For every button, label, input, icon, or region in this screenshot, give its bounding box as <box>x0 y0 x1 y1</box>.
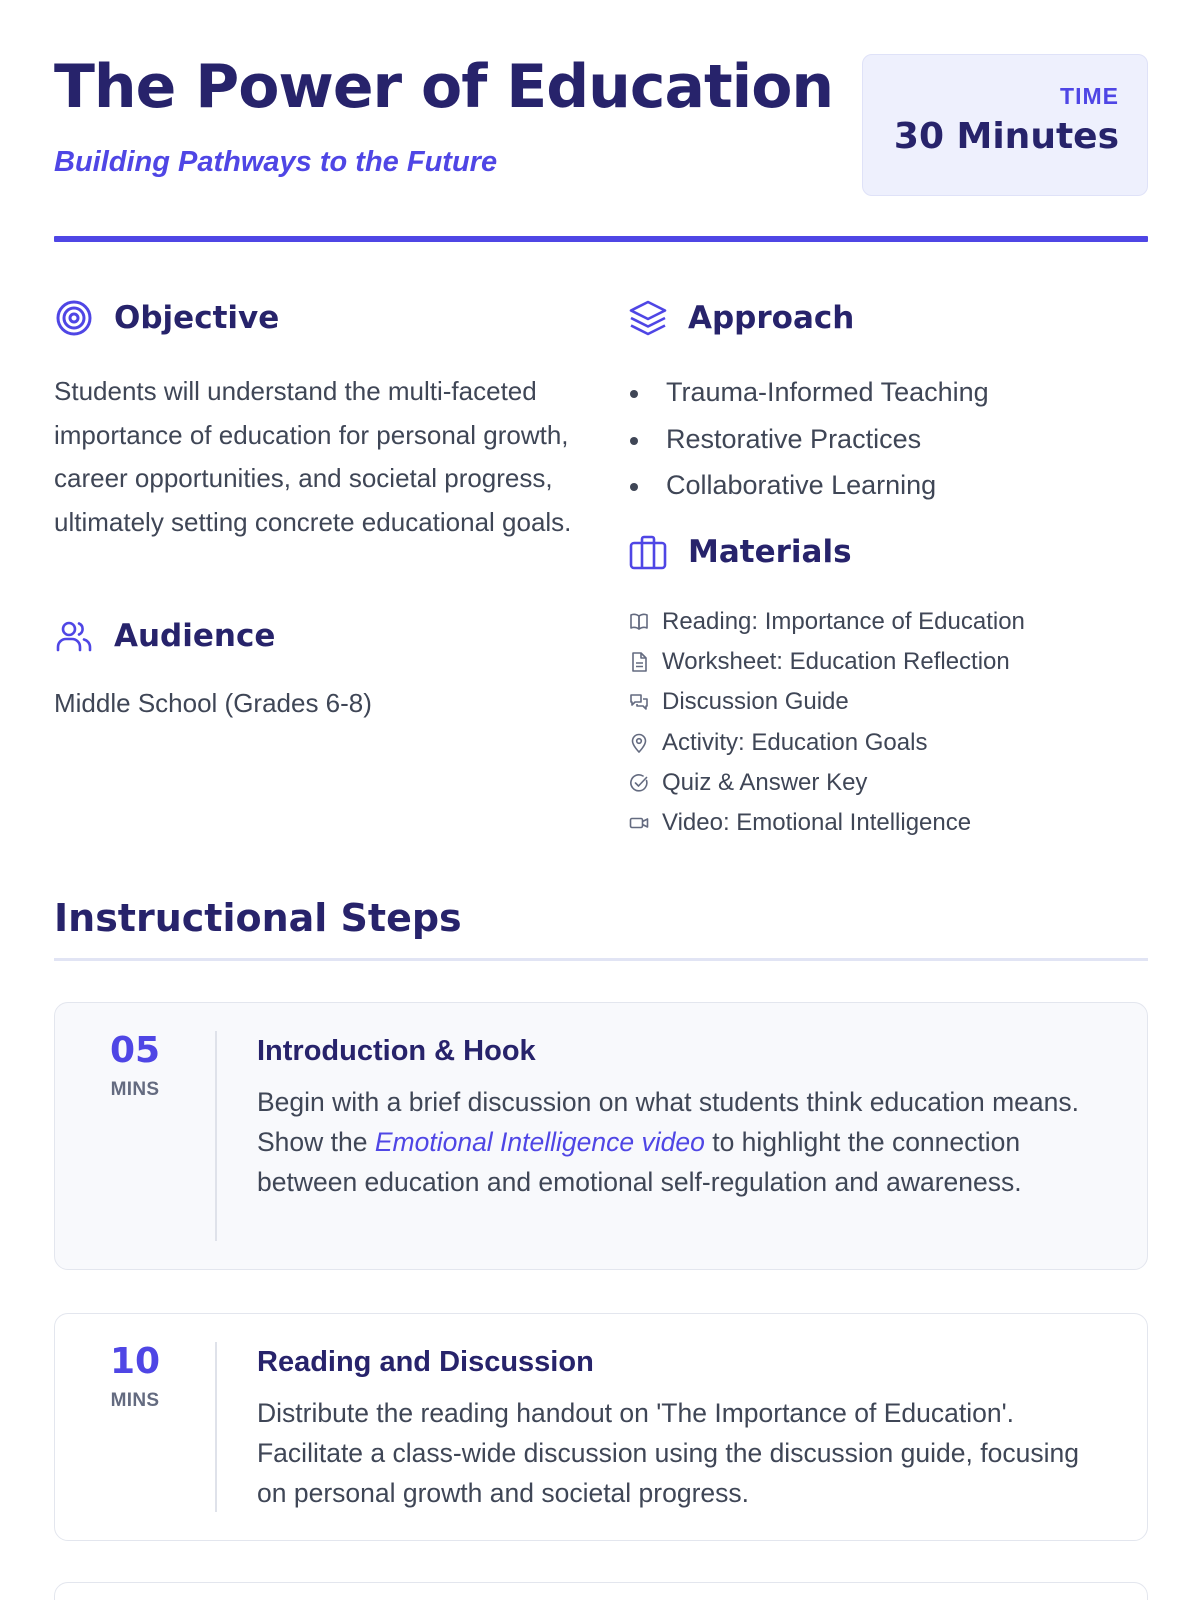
target-icon <box>54 298 94 338</box>
step-title: Introduction & Hook <box>257 1035 536 1067</box>
time-label: TIME <box>1060 83 1119 109</box>
step-text <box>257 1082 1087 1202</box>
time-value: 30 Minutes <box>893 116 1119 157</box>
time-box <box>862 54 1148 196</box>
chat-icon <box>628 691 650 713</box>
material-label: Activity: Education Goals <box>662 728 928 756</box>
step-card <box>54 1002 1148 1270</box>
users-icon <box>54 616 94 656</box>
steps-heading: Instructional Steps <box>54 896 462 940</box>
audience-text: Middle School (Grades 6-8) <box>54 688 372 718</box>
material-item[interactable] <box>628 642 1025 682</box>
location-pin-icon <box>628 732 650 754</box>
duration-number: 05 <box>109 1030 161 1071</box>
video-link[interactable]: Emotional Intelligence video <box>374 1127 705 1157</box>
duration-unit: MINS <box>110 1390 160 1411</box>
approach-heading <box>628 298 854 338</box>
material-item[interactable] <box>628 682 1025 722</box>
document-icon <box>628 651 650 673</box>
step-content <box>257 1033 1087 1202</box>
material-label: Worksheet: Education Reflection <box>662 648 1010 676</box>
materials-list <box>628 602 1025 843</box>
material-item[interactable] <box>628 763 1025 803</box>
step-text-part: to highlight the connection between education and emotional self-regulation and awareness. <box>257 1127 1022 1197</box>
objective-title: Objective <box>114 300 280 336</box>
list-item: Trauma-Informed Teaching <box>628 369 989 416</box>
step-duration <box>55 1029 215 1101</box>
step-title: Reading and Discussion <box>257 1346 594 1378</box>
audience-title: Audience <box>114 618 276 654</box>
layers-icon <box>628 298 668 338</box>
header <box>54 0 1148 240</box>
step-divider <box>215 1342 217 1512</box>
material-label: Discussion Guide <box>662 688 849 716</box>
duration-unit: MINS <box>110 1079 160 1100</box>
check-circle-icon <box>628 772 650 794</box>
materials-heading <box>628 532 852 572</box>
approach-title: Approach <box>688 300 855 336</box>
duration-number: 10 <box>109 1341 161 1382</box>
page-subtitle: Building Pathways to the Future <box>54 146 498 178</box>
step-content <box>257 1344 1087 1513</box>
material-label: Video: Emotional Intelligence <box>662 809 972 837</box>
step-divider <box>215 1031 217 1241</box>
step-card-partial <box>54 1582 1148 1600</box>
header-divider <box>54 236 1148 242</box>
material-label: Quiz & Answer Key <box>662 768 868 796</box>
step-card <box>54 1313 1148 1541</box>
lesson-plan-page <box>54 0 1148 1508</box>
briefcase-icon <box>628 532 668 572</box>
page-title: The Power of Education <box>54 52 834 122</box>
audience-heading <box>54 616 275 656</box>
material-label: Reading: Importance of Education <box>662 608 1025 636</box>
objective-text: Students will understand the multi-faceted importance of education for personal growth, career opportunities, and societal progress, ultimately setting concrete educational goals. <box>54 376 572 537</box>
step-text: Distribute the reading handout on 'The Importance of Education'. Facilitate a class-wide discussion using the discussion guide, focusing on personal growth and societal progress. <box>257 1398 1079 1508</box>
approach-list <box>628 369 989 509</box>
video-icon <box>628 812 650 834</box>
objective-heading <box>54 298 279 338</box>
materials-title: Materials <box>688 534 852 570</box>
list-item: Restorative Practices <box>628 416 989 463</box>
steps-divider <box>54 958 1148 961</box>
step-text-part: Begin with a brief discussion on what students think education means. Show the <box>257 1087 1079 1157</box>
material-item[interactable] <box>628 723 1025 763</box>
material-item[interactable] <box>628 602 1025 642</box>
step-duration <box>55 1340 215 1412</box>
material-item[interactable] <box>628 803 1025 843</box>
list-item: Collaborative Learning <box>628 462 989 509</box>
book-icon <box>628 611 650 633</box>
